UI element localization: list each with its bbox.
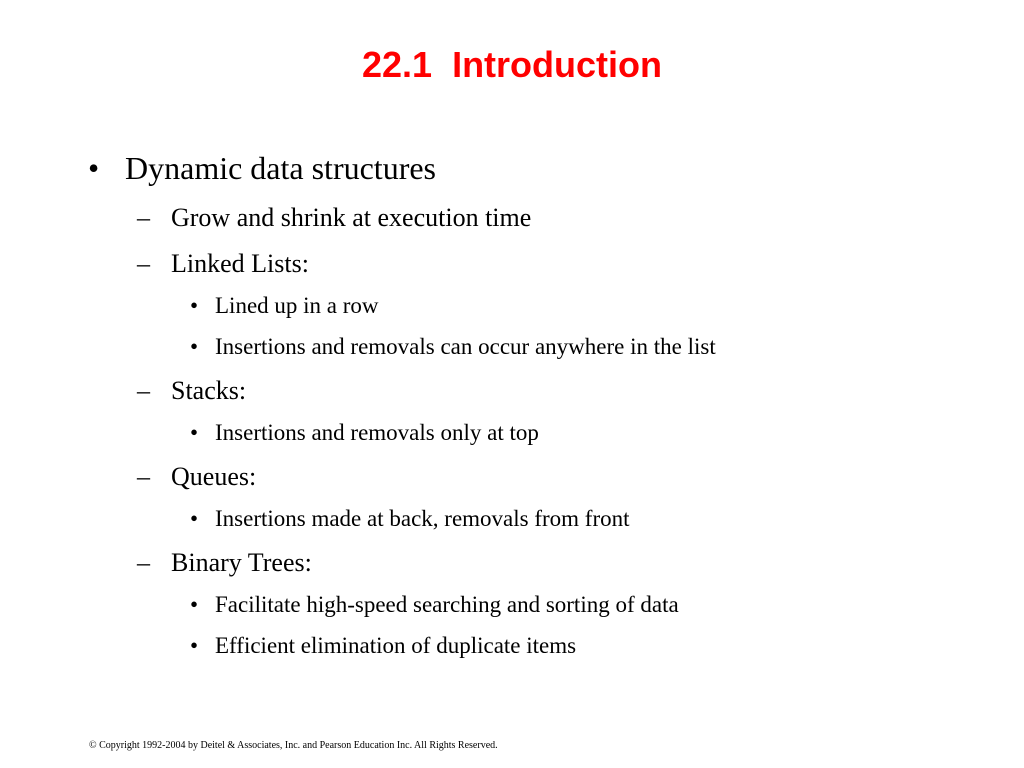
subbullet-text: Stacks: — [171, 376, 247, 405]
subbullet-text: Binary Trees: — [171, 548, 312, 577]
dash-marker: – — [137, 249, 150, 278]
subbullet-text: Queues: — [171, 462, 257, 491]
item-text: Efficient elimination of duplicate items — [215, 633, 577, 658]
subbullet-text: Linked Lists: — [171, 249, 309, 278]
dash-marker: – — [137, 376, 150, 405]
bullet-marker: • — [190, 592, 199, 617]
dash-marker: – — [137, 203, 150, 232]
item-text: Insertions made at back, removals from front — [215, 506, 630, 531]
item-text: Lined up in a row — [215, 293, 379, 318]
title-number: 22.1 — [361, 44, 433, 85]
bullet-marker: • — [190, 334, 199, 359]
bullet-marker: • — [190, 633, 199, 658]
dash-marker: – — [137, 462, 150, 491]
bullet-marker: • — [190, 506, 199, 531]
item-text: Insertions and removals only at top — [215, 420, 539, 445]
bullet-marker: • — [190, 293, 199, 318]
title-text: Introduction — [452, 44, 663, 85]
copyright-footer: © Copyright 1992-2004 by Deitel & Associates, Inc. and Pearson Education Inc. All Rights Reserved. — [89, 740, 498, 751]
slide-title — [0, 41, 1024, 89]
bullet-marker: • — [88, 150, 100, 186]
bullet-text: Dynamic data structures — [125, 150, 436, 186]
item-text: Insertions and removals can occur anywhere in the list — [215, 334, 716, 359]
item-text: Facilitate high-speed searching and sorting of data — [215, 592, 679, 617]
bullet-marker: • — [190, 420, 199, 445]
dash-marker: – — [137, 548, 150, 577]
subbullet-text: Grow and shrink at execution time — [171, 203, 532, 232]
